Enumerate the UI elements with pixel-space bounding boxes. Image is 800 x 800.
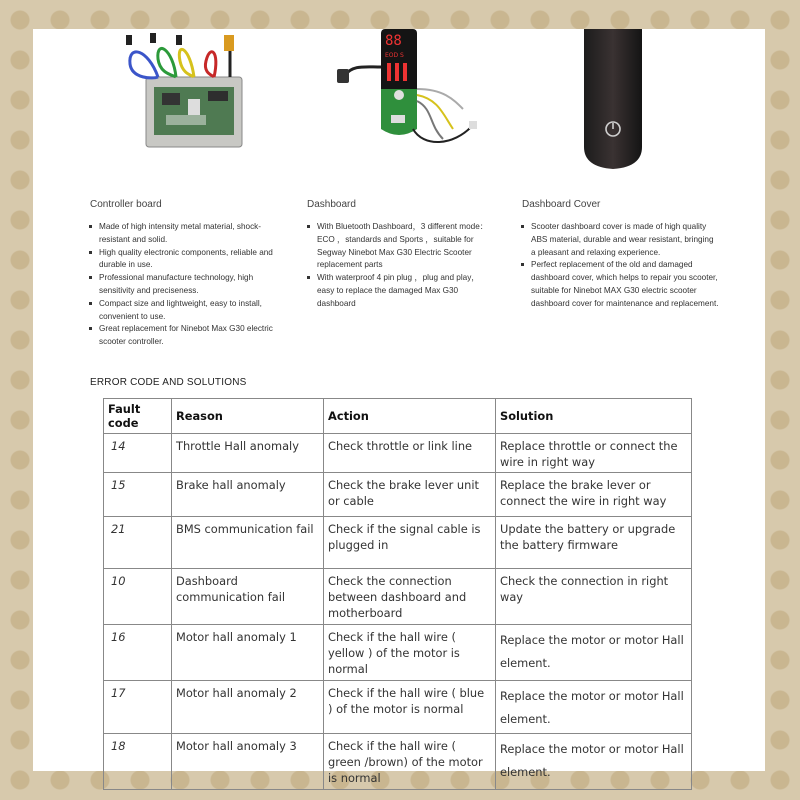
controller-feature-list bbox=[88, 221, 273, 349]
table-row bbox=[104, 473, 692, 517]
controller-board-image bbox=[118, 29, 268, 154]
product-sheet bbox=[33, 29, 765, 785]
table-row bbox=[104, 625, 692, 681]
dashboard-cover-feature-list bbox=[520, 221, 720, 311]
solution-cell: Replace the brake lever or connect the wire in right way bbox=[496, 473, 692, 517]
table-row bbox=[104, 569, 692, 625]
product-title-dashboard-cover: Dashboard Cover bbox=[522, 199, 601, 210]
fault-code-cell: 18 bbox=[104, 734, 172, 790]
error-section-title: ERROR CODE AND SOLUTIONS bbox=[90, 377, 247, 388]
reason-cell: Motor hall anomaly 1 bbox=[172, 625, 324, 681]
action-cell: Check if the hall wire ( yellow ) of the motor is normal bbox=[324, 625, 496, 681]
table-row bbox=[104, 517, 692, 569]
reason-cell: Throttle Hall anomaly bbox=[172, 434, 324, 473]
reason-cell: BMS communication fail bbox=[172, 517, 324, 569]
list-item: With waterproof 4 pin plug ，plug and play， easy to replace the damaged Max G30 dashboard bbox=[306, 272, 496, 310]
list-item: Scooter dashboard cover is made of high quality ABS material, durable and wear resistant, bringing a pleasant and relaxing experience. bbox=[520, 221, 720, 259]
list-item: With Bluetooth Dashboard，3 different mode： ECO ，standards and Sports ，suitable for Segway Ninebot Max G30 Electric Scooter replacement parts bbox=[306, 221, 496, 272]
solution-cell: Update the battery or upgrade the battery firmware bbox=[496, 517, 692, 569]
solution-cell: Replace the motor or motor Hall element. bbox=[496, 681, 692, 734]
header-solution: Solution bbox=[496, 399, 692, 434]
table-header-row bbox=[104, 399, 692, 434]
fault-code-cell: 10 bbox=[104, 569, 172, 625]
solution-cell: Replace throttle or connect the wire in right way bbox=[496, 434, 692, 473]
dashboard-cover-image bbox=[578, 29, 648, 174]
reason-cell: Brake hall anomaly bbox=[172, 473, 324, 517]
action-cell: Check if the hall wire ( green /brown) of the motor is normal bbox=[324, 734, 496, 790]
action-cell: Check the connection between dashboard and motherboard bbox=[324, 569, 496, 625]
solution-cell: Replace the motor or motor Hall element. bbox=[496, 625, 692, 681]
dashboard-mode-letters: EOD S bbox=[385, 52, 404, 59]
dashboard-feature-list bbox=[306, 221, 496, 311]
solution-cell: Check the connection in right way bbox=[496, 569, 692, 625]
list-item: Made of high intensity metal material, shock-resistant and solid. bbox=[88, 221, 273, 247]
header-action: Action bbox=[324, 399, 496, 434]
dashboard-image bbox=[333, 29, 483, 154]
reason-cell: Motor hall anomaly 2 bbox=[172, 681, 324, 734]
action-cell: Check if the hall wire ( blue ) of the motor is normal bbox=[324, 681, 496, 734]
product-title-controller: Controller board bbox=[90, 199, 162, 210]
fault-code-cell: 14 bbox=[104, 434, 172, 473]
list-item: Professional manufacture technology, high sensitivity and preciseness. bbox=[88, 272, 273, 298]
list-item: Great replacement for Ninebot Max G30 electric scooter controller. bbox=[88, 323, 273, 349]
action-cell: Check throttle or link line bbox=[324, 434, 496, 473]
action-cell: Check the brake lever unit or cable bbox=[324, 473, 496, 517]
table-row bbox=[104, 434, 692, 473]
dashboard-digits: 88 bbox=[385, 33, 402, 49]
error-code-table bbox=[103, 398, 692, 790]
fault-code-cell: 16 bbox=[104, 625, 172, 681]
action-cell: Check if the signal cable is plugged in bbox=[324, 517, 496, 569]
product-title-dashboard: Dashboard bbox=[307, 199, 356, 210]
solution-cell: Replace the motor or motor Hall element. bbox=[496, 734, 692, 790]
reason-cell: Dashboard communication fail bbox=[172, 569, 324, 625]
fault-code-cell: 21 bbox=[104, 517, 172, 569]
list-item: High quality electronic components, reliable and durable in use. bbox=[88, 247, 273, 273]
table-row bbox=[104, 681, 692, 734]
fault-code-cell: 15 bbox=[104, 473, 172, 517]
fault-code-cell: 17 bbox=[104, 681, 172, 734]
table-row bbox=[104, 734, 692, 790]
list-item: Perfect replacement of the old and damaged dashboard cover, which helps to repair you scooter, suitable for Ninebot MAX G30 electric scooter dashboard cover for maintenance and replacement. bbox=[520, 259, 720, 310]
list-item: Compact size and lightweight, easy to install, convenient to use. bbox=[88, 298, 273, 324]
header-reason: Reason bbox=[172, 399, 324, 434]
reason-cell: Motor hall anomaly 3 bbox=[172, 734, 324, 790]
header-fault-code: Fault code bbox=[104, 399, 172, 434]
